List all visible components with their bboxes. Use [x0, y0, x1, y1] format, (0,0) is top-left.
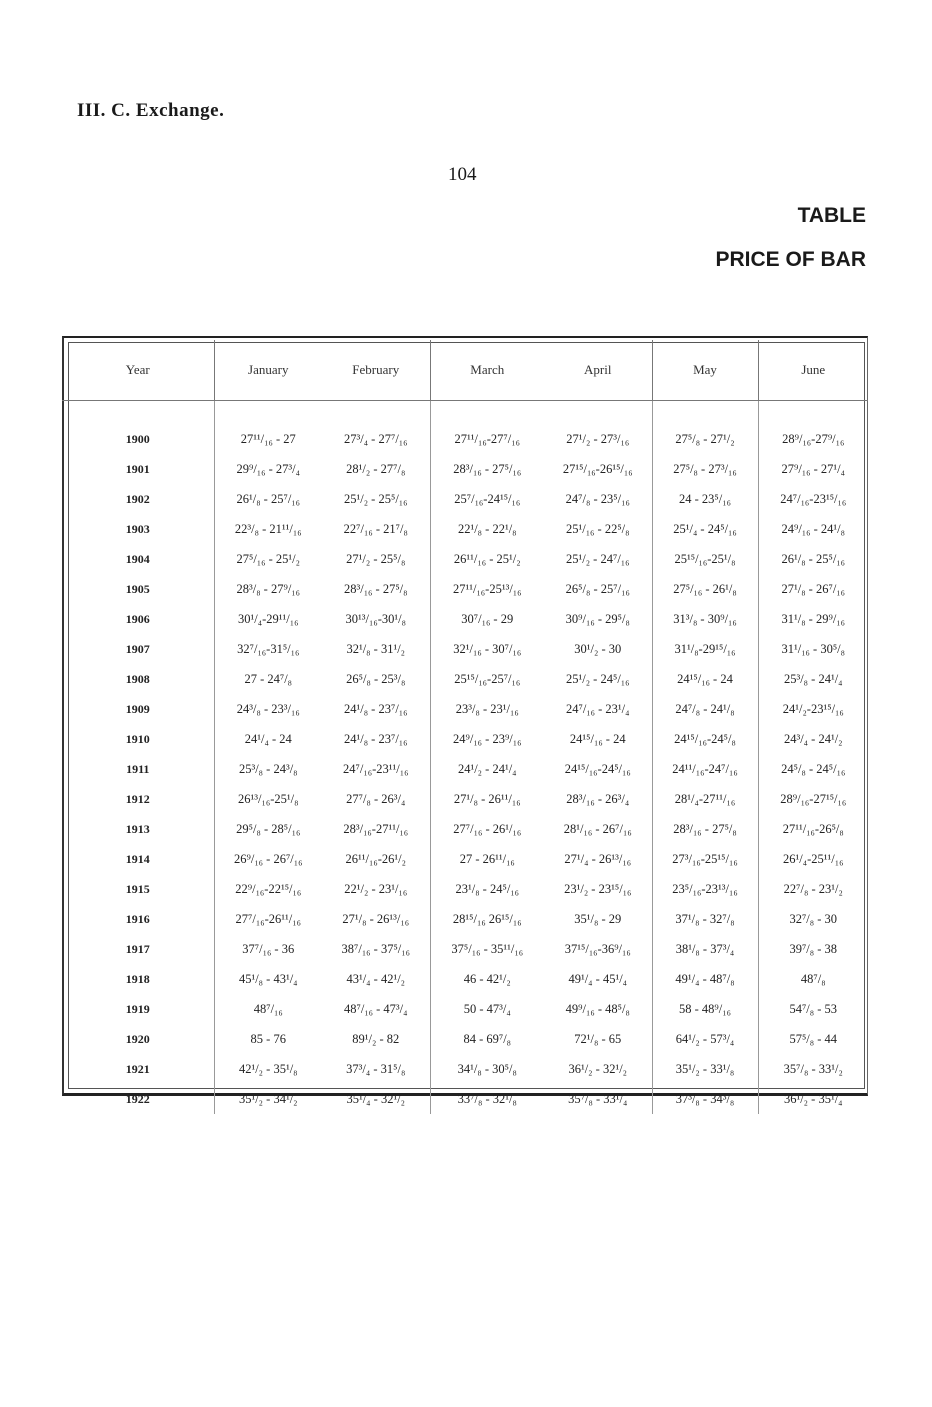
year-cell: 1915: [62, 874, 214, 904]
price-range-cell: 37³/₈ - 34³/₈: [652, 1084, 758, 1114]
price-range-cell: 35¹/₂ - 33¹/₈: [652, 1054, 758, 1084]
price-range-cell: 24¹¹/₁₆-24⁷/₁₆: [652, 754, 758, 784]
col-header-june: June: [801, 362, 826, 377]
price-range-cell: 23³/₈ - 23¹/₁₆: [455, 701, 519, 716]
price-range-cell: 24⁵/₈ - 24⁵/₁₆: [781, 761, 846, 776]
year-cell: 1913: [62, 814, 214, 844]
price-range-cell: 24⁷/₁₆-23¹¹/₁₆: [322, 754, 430, 784]
price-range-cell: 28¹/₁₆ - 26⁷/₁₆: [544, 814, 652, 844]
price-range-cell: 43¹/₄ - 42¹/₂: [322, 964, 430, 994]
year-cell: 1919: [62, 994, 214, 1024]
price-range-cell: 24⁹/₁₆ - 24¹/₈: [781, 521, 846, 536]
price-range-cell: 37¹⁵/₁₆-36⁹/₁₆: [544, 934, 652, 964]
price-range-cell: 28³/₁₆ - 27⁵/₈: [652, 814, 758, 844]
col-header-january: January: [248, 362, 289, 377]
price-table: [62, 340, 868, 1114]
price-range-cell: 30¹/₄-29¹¹/₁₆: [238, 611, 299, 626]
price-range-cell: 22¹/₈ - 22¹/₈: [457, 521, 517, 536]
table-row: [62, 784, 868, 814]
price-range-cell: 27⁷/₁₆-26¹¹/₁₆: [235, 911, 301, 926]
price-range-cell: 28¹/₂ - 27⁷/₈: [322, 454, 430, 484]
price-range-cell: 27¹¹/₁₆-26⁵/₈: [782, 821, 844, 836]
price-range-cell: 32¹/₁₆ - 30⁷/₁₆: [453, 641, 522, 656]
table-row: [62, 754, 868, 784]
price-range-cell: 54⁷/₈ - 53: [789, 1001, 838, 1016]
price-range-cell: 25¹/₄ - 24⁵/₁₆: [652, 514, 758, 544]
price-range-cell: 35¹/₄ - 32¹/₂: [322, 1084, 430, 1114]
year-cell: 1914: [62, 844, 214, 874]
price-range-cell: 24⁷/₁₆ - 23¹/₄: [544, 694, 652, 724]
price-range-cell: 25¹/₂ - 24⁷/₁₆: [544, 544, 652, 574]
table-row: [62, 484, 868, 514]
table-row: [62, 964, 868, 994]
price-range-cell: 28⁹/₁₆-27¹⁵/₁₆: [780, 791, 847, 806]
price-range-cell: 38⁷/₁₆ - 37⁵/₁₆: [322, 934, 430, 964]
price-range-cell: 25¹⁵/₁₆-25⁷/₁₆: [454, 671, 521, 686]
price-range-cell: 48⁷/₁₆ - 47³/₄: [322, 994, 430, 1024]
price-range-cell: 32⁷/₈ - 30: [789, 911, 838, 926]
price-range-cell: 37⁷/₁₆ - 36: [242, 941, 295, 956]
price-range-cell: 36¹/₂ - 35¹/₄: [783, 1091, 843, 1106]
price-range-cell: 25⁷/₁₆-24¹⁵/₁₆: [454, 491, 521, 506]
year-cell: 1903: [62, 514, 214, 544]
price-range-cell: 27¹/₂ - 27³/₁₆: [544, 401, 652, 455]
page-number: 104: [448, 164, 477, 185]
table-row: [62, 514, 868, 544]
table-row: [62, 634, 868, 664]
col-header-april: April: [544, 340, 652, 401]
price-range-cell: 22¹/₂ - 23¹/₁₆: [322, 874, 430, 904]
price-range-cell: 24¹⁵/₁₆ - 24: [544, 724, 652, 754]
price-range-cell: 45¹/₈ - 43¹/₄: [238, 971, 298, 986]
price-range-cell: 27³/₁₆-25¹⁵/₁₆: [652, 844, 758, 874]
price-range-cell: 27 - 26¹¹/₁₆: [459, 851, 515, 866]
price-range-cell: 28³/₁₆-27¹¹/₁₆: [322, 814, 430, 844]
year-cell: 1905: [62, 574, 214, 604]
price-range-cell: 26⁵/₈ - 25⁷/₁₆: [544, 574, 652, 604]
price-range-cell: 48⁷/₈: [800, 971, 826, 986]
price-range-cell: 58 - 48⁹/₁₆: [652, 994, 758, 1024]
year-cell: 1917: [62, 934, 214, 964]
price-range-cell: 23¹/₈ - 24⁵/₁₆: [455, 881, 520, 896]
price-range-cell: 24¹/₂ - 24¹/₄: [457, 761, 517, 776]
price-range-cell: 24⁷/₈ - 24¹/₈: [652, 694, 758, 724]
price-range-cell: 27¹/₈ - 26⁷/₁₆: [781, 581, 846, 596]
price-range-cell: 30⁹/₁₆ - 29⁵/₈: [544, 604, 652, 634]
price-range-cell: 28³/₁₆ - 26³/₄: [544, 784, 652, 814]
price-range-cell: 27¹/₄ - 26¹³/₁₆: [544, 844, 652, 874]
year-cell: 1909: [62, 694, 214, 724]
price-range-cell: 32⁷/₁₆-31⁵/₁₆: [237, 641, 300, 656]
price-range-cell: 37³/₄ - 31⁵/₈: [322, 1054, 430, 1084]
price-range-cell: 32¹/₈ - 31¹/₂: [322, 634, 430, 664]
price-range-cell: 49¹/₄ - 45¹/₄: [544, 964, 652, 994]
table-row: [62, 664, 868, 694]
col-header-march: March: [470, 362, 505, 377]
table-row: [62, 574, 868, 604]
price-range-cell: 36¹/₂ - 32¹/₂: [544, 1054, 652, 1084]
table-row: [62, 994, 868, 1024]
price-range-cell: 89¹/₂ - 82: [322, 1024, 430, 1054]
price-range-cell: 27⁵/₈ - 27³/₁₆: [652, 454, 758, 484]
col-header-may: May: [652, 340, 758, 401]
price-range-cell: 27⁹/₁₆ - 27¹/₄: [781, 461, 846, 476]
price-range-cell: 31³/₈ - 30⁹/₁₆: [652, 604, 758, 634]
table-row: [62, 544, 868, 574]
price-range-cell: 57⁵/₈ - 44: [789, 1031, 838, 1046]
year-cell: 1910: [62, 724, 214, 754]
table-body: [62, 401, 868, 1115]
price-range-cell: 84 - 69⁷/₈: [463, 1031, 512, 1046]
price-range-cell: 28⁹/₁₆-27⁹/₁₆: [782, 431, 845, 446]
year-cell: 1908: [62, 664, 214, 694]
year-cell: 1921: [62, 1054, 214, 1084]
table-row: [62, 934, 868, 964]
year-cell: 1901: [62, 454, 214, 484]
price-range-cell: 27¹⁵/₁₆-26¹⁵/₁₆: [544, 454, 652, 484]
price-range-cell: 27 - 24⁷/₈: [244, 671, 293, 686]
price-range-cell: 22⁷/₁₆ - 21⁷/₈: [322, 514, 430, 544]
table-row: [62, 454, 868, 484]
price-range-cell: 28¹/₄-27¹¹/₁₆: [652, 784, 758, 814]
price-range-cell: 24¹⁵/₁₆-24⁵/₁₆: [544, 754, 652, 784]
price-range-cell: 27¹¹/₁₆-27⁷/₁₆: [454, 431, 520, 446]
price-range-cell: 50 - 47³/₄: [463, 1001, 511, 1016]
price-range-cell: 24¹/₂-23¹⁵/₁₆: [782, 701, 844, 716]
price-range-cell: 31¹/₁₆ - 30⁵/₈: [781, 641, 846, 656]
price-range-cell: 24¹⁵/₁₆-24⁵/₈: [652, 724, 758, 754]
year-cell: 1902: [62, 484, 214, 514]
price-range-cell: 42¹/₂ - 35¹/₈: [238, 1061, 298, 1076]
price-range-cell: 39⁷/₈ - 38: [789, 941, 838, 956]
price-range-cell: 72¹/₈ - 65: [544, 1024, 652, 1054]
price-range-cell: 85 - 76: [250, 1031, 286, 1046]
table-row: [62, 874, 868, 904]
header-row: [62, 340, 868, 401]
price-range-cell: 26⁵/₈ - 25³/₈: [322, 664, 430, 694]
price-range-cell: 37¹/₈ - 32⁷/₈: [652, 904, 758, 934]
price-range-cell: 27⁵/₈ - 27¹/₂: [652, 401, 758, 455]
table-row: [62, 724, 868, 754]
price-range-cell: 37⁵/₁₆ - 35¹¹/₁₆: [451, 941, 524, 956]
price-range-cell: 33⁷/₈ - 32¹/₈: [457, 1091, 517, 1106]
price-range-cell: 27⁷/₈ - 26³/₄: [322, 784, 430, 814]
price-range-cell: 25¹/₂ - 25⁵/₁₆: [322, 484, 430, 514]
price-range-cell: 24¹⁵/₁₆ - 24: [652, 664, 758, 694]
price-range-cell: 22⁷/₈ - 23¹/₂: [783, 881, 843, 896]
year-cell: 1900: [62, 401, 214, 455]
price-range-cell: 35¹/₂ - 34¹/₂: [238, 1091, 298, 1106]
price-range-cell: 24³/₈ - 23³/₁₆: [236, 701, 300, 716]
price-range-cell: 26⁹/₁₆ - 26⁷/₁₆: [233, 851, 303, 866]
price-range-cell: 22⁹/₁₆-22¹⁵/₁₆: [235, 881, 302, 896]
price-range-cell: 30¹/₂ - 30: [544, 634, 652, 664]
price-range-cell: 27¹/₈ - 26¹¹/₁₆: [453, 791, 521, 806]
price-range-cell: 28¹⁵/₁₆ 26¹⁵/₁₆: [452, 911, 522, 926]
table-row: [62, 1024, 868, 1054]
price-range-cell: 25¹/₂ - 24⁵/₁₆: [544, 664, 652, 694]
table-row: [62, 694, 868, 724]
table-title: PRICE OF BAR: [715, 248, 866, 271]
price-range-cell: 25¹⁵/₁₆-25¹/₈: [652, 544, 758, 574]
year-cell: 1920: [62, 1024, 214, 1054]
price-range-cell: 24¹/₈ - 23⁷/₁₆: [322, 694, 430, 724]
year-cell: 1912: [62, 784, 214, 814]
table-label: TABLE: [797, 204, 866, 227]
table-row: [62, 814, 868, 844]
price-range-cell: 64¹/₂ - 57³/₄: [652, 1024, 758, 1054]
table-row: [62, 1084, 868, 1114]
price-range-cell: 23⁵/₁₆-23¹³/₁₆: [652, 874, 758, 904]
price-range-cell: 27¹/₈ - 26¹³/₁₆: [322, 904, 430, 934]
year-cell: 1916: [62, 904, 214, 934]
price-range-cell: 29⁵/₈ - 28⁵/₁₆: [236, 821, 301, 836]
price-range-cell: 26¹/₈ - 25⁷/₁₆: [236, 491, 301, 506]
year-cell: 1911: [62, 754, 214, 784]
price-range-cell: 24¹/₈ - 23⁷/₁₆: [322, 724, 430, 754]
year-cell: 1904: [62, 544, 214, 574]
price-range-cell: 27¹¹/₁₆-25¹³/₁₆: [452, 581, 522, 596]
price-range-cell: 26¹¹/₁₆-26¹/₂: [322, 844, 430, 874]
table-row: [62, 904, 868, 934]
table-row: [62, 604, 868, 634]
price-range-cell: 26¹³/₁₆-25¹/₈: [238, 791, 299, 806]
price-range-cell: 35⁷/₈ - 33¹/₂: [783, 1061, 843, 1076]
price-range-cell: 24³/₄ - 24¹/₂: [783, 731, 843, 746]
price-range-cell: 29⁹/₁₆ - 27³/₄: [236, 461, 301, 476]
price-range-cell: 27⁵/₁₆ - 25¹/₂: [236, 551, 301, 566]
price-range-cell: 34¹/₈ - 30⁵/₈: [457, 1061, 517, 1076]
section-heading: III. C. Exchange.: [77, 100, 225, 121]
price-range-cell: 24⁷/₈ - 23⁵/₁₆: [544, 484, 652, 514]
price-range-cell: 28³/₁₆ - 27⁵/₈: [322, 574, 430, 604]
price-range-cell: 26¹¹/₁₆ - 25¹/₂: [453, 551, 521, 566]
price-range-cell: 38¹/₈ - 37³/₄: [652, 934, 758, 964]
price-range-cell: 24⁹/₁₆ - 23⁹/₁₆: [452, 731, 522, 746]
price-range-cell: 27¹/₂ - 25⁵/₈: [322, 544, 430, 574]
price-range-cell: 22³/₈ - 21¹¹/₁₆: [234, 521, 302, 536]
price-range-cell: 27⁷/₁₆ - 26¹/₁₆: [453, 821, 522, 836]
table-row: [62, 401, 868, 455]
year-cell: 1918: [62, 964, 214, 994]
price-range-cell: 25³/₈ - 24¹/₄: [783, 671, 843, 686]
price-range-cell: 30¹³/₁₆-30¹/₈: [322, 604, 430, 634]
price-range-cell: 49⁹/₁₆ - 48⁵/₈: [544, 994, 652, 1024]
price-range-cell: 27¹¹/₁₆ - 27: [240, 431, 296, 446]
price-range-cell: 24⁷/₁₆-23¹⁵/₁₆: [780, 491, 847, 506]
price-range-cell: 30⁷/₁₆ - 29: [461, 611, 514, 626]
price-range-cell: 24¹/₄ - 24: [244, 731, 292, 746]
col-header-february: February: [322, 340, 430, 401]
price-range-cell: 26¹/₈ - 25⁵/₁₆: [781, 551, 846, 566]
price-range-cell: 31¹/₈ - 29⁹/₁₆: [781, 611, 846, 626]
table-row: [62, 1054, 868, 1084]
table-row: [62, 844, 868, 874]
price-range-cell: 25³/₈ - 24³/₈: [238, 761, 298, 776]
price-range-cell: 27⁵/₁₆ - 26¹/₈: [652, 574, 758, 604]
year-cell: 1906: [62, 604, 214, 634]
price-range-cell: 24 - 23⁵/₁₆: [652, 484, 758, 514]
price-range-cell: 23¹/₂ - 23¹⁵/₁₆: [544, 874, 652, 904]
price-range-cell: 35⁷/₈ - 33¹/₄: [544, 1084, 652, 1114]
price-range-cell: 31¹/₈-29¹⁵/₁₆: [652, 634, 758, 664]
price-range-cell: 46 - 42¹/₂: [463, 971, 511, 986]
price-range-cell: 48⁷/₁₆: [253, 1001, 283, 1016]
price-range-cell: 25¹/₁₆ - 22⁵/₈: [544, 514, 652, 544]
year-cell: 1922: [62, 1084, 214, 1114]
price-range-cell: 28³/₁₆ - 27⁵/₁₆: [453, 461, 522, 476]
price-range-cell: 28³/₈ - 27⁹/₁₆: [236, 581, 301, 596]
price-range-cell: 27³/₄ - 27⁷/₁₆: [322, 401, 430, 455]
price-range-cell: 26¹/₄-25¹¹/₁₆: [783, 851, 844, 866]
price-range-cell: 49¹/₄ - 48⁷/₈: [652, 964, 758, 994]
year-cell: 1907: [62, 634, 214, 664]
price-range-cell: 35¹/₈ - 29: [544, 904, 652, 934]
col-header-year: Year: [62, 340, 214, 401]
